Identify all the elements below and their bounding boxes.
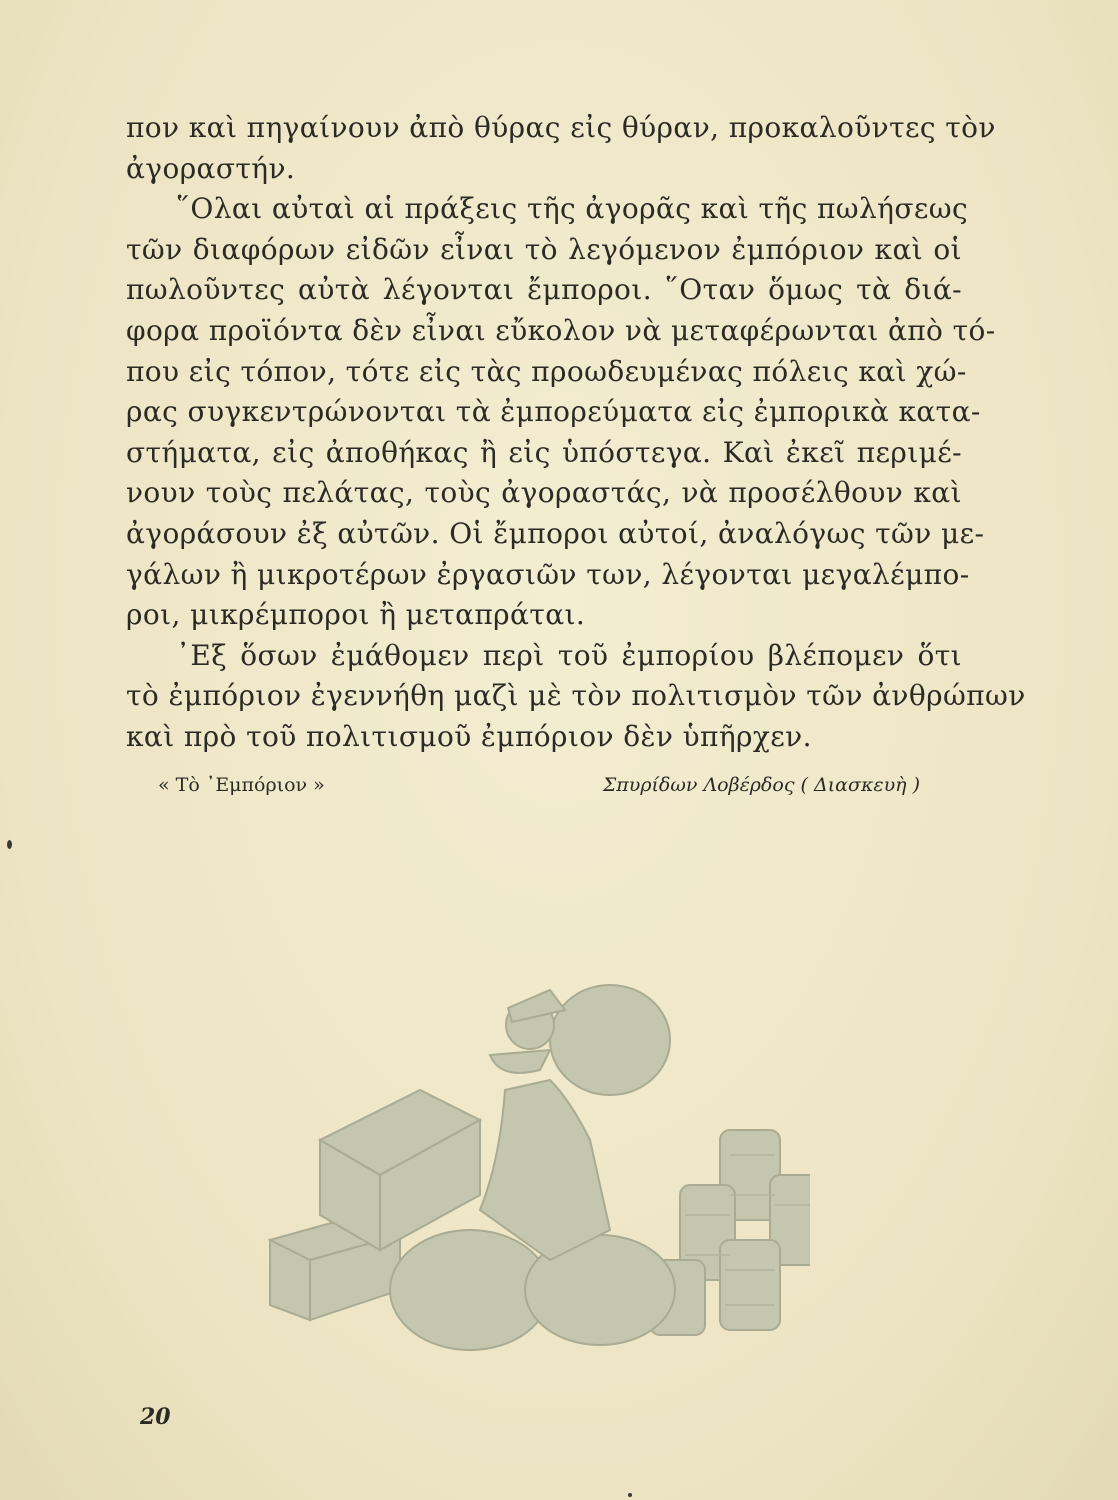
text-line: ἀγοράσουν ἐξ αὐτῶν. Οἱ ἔμποροι αὐτοί, ἀναλόγως τῶν με- [126,516,985,550]
text-line: τὸ ἐμπόριον ἐγεννήθη μαζὶ μὲ τὸν πολιτισμὸν τῶν ἀνθρώπων [126,679,1026,713]
text-line: τῶν διαφόρων εἰδῶν εἶναι τὸ λεγόμενον ἐμπόριον καὶ οἱ [126,232,962,266]
speck-mark [7,840,12,849]
text-line: στήματα, εἰς ἀποθήκας ἢ εἰς ὑπόστεγα. Καὶ ἐκεῖ περιμέ- [126,435,962,469]
body-text [126,108,1026,758]
text-line: φορα προϊόντα δὲν εἶναι εὔκολον νὰ μεταφέρωνται ἀπὸ τό- [126,313,996,347]
text-line: καὶ πρὸ τοῦ πολιτισμοῦ ἐμπόριον δὲν ὑπῆρχεν. [126,719,812,753]
text-line: ἀγοραστήν. [126,151,296,185]
text-line: ῞Ολαι αὐταὶ αἱ πράξεις τῆς ἀγορᾶς καὶ τῆς πωλήσεως [176,192,969,226]
text-line: ροι, μικρέμποροι ἢ μεταπράται. [126,598,586,632]
speck-mark [628,1493,632,1497]
page-number: 20 [140,1404,171,1430]
author-credit: Σπυρίδων Λοβέρδος ( Διασκευὴ ) [602,774,920,796]
text-line: γάλων ἢ μικροτέρων ἐργασιῶν των, λέγονται μεγαλέμπο- [126,557,970,591]
source-title: « Τὸ ᾿Εμπόριον » [158,774,325,796]
text-line: ᾿Εξ ὅσων ἐμάθομεν περὶ τοῦ ἐμπορίου βλέπομεν ὅτι [176,638,962,672]
porter-with-goods-illustration [250,960,810,1360]
text-line: πον καὶ πηγαίνουν ἀπὸ θύρας εἰς θύραν, προκαλοῦντες τὸν [126,111,996,144]
text-line: πωλοῦντες αὐτὰ λέγονται ἔμποροι. ῞Οταν ὅμως τὰ διά- [126,273,962,307]
attribution [158,774,928,796]
text-line: νουν τοὺς πελάτας, τοὺς ἀγοραστάς, νὰ προσέλθουν καὶ [126,476,962,510]
text-line: ρας συγκεντρώνονται τὰ ἐμπορεύματα εἰς ἐμπορικὰ κατα- [126,395,981,429]
text-line: που εἰς τόπον, τότε εἰς τὰς προωδευμένας πόλεις καὶ χώ- [126,354,967,388]
